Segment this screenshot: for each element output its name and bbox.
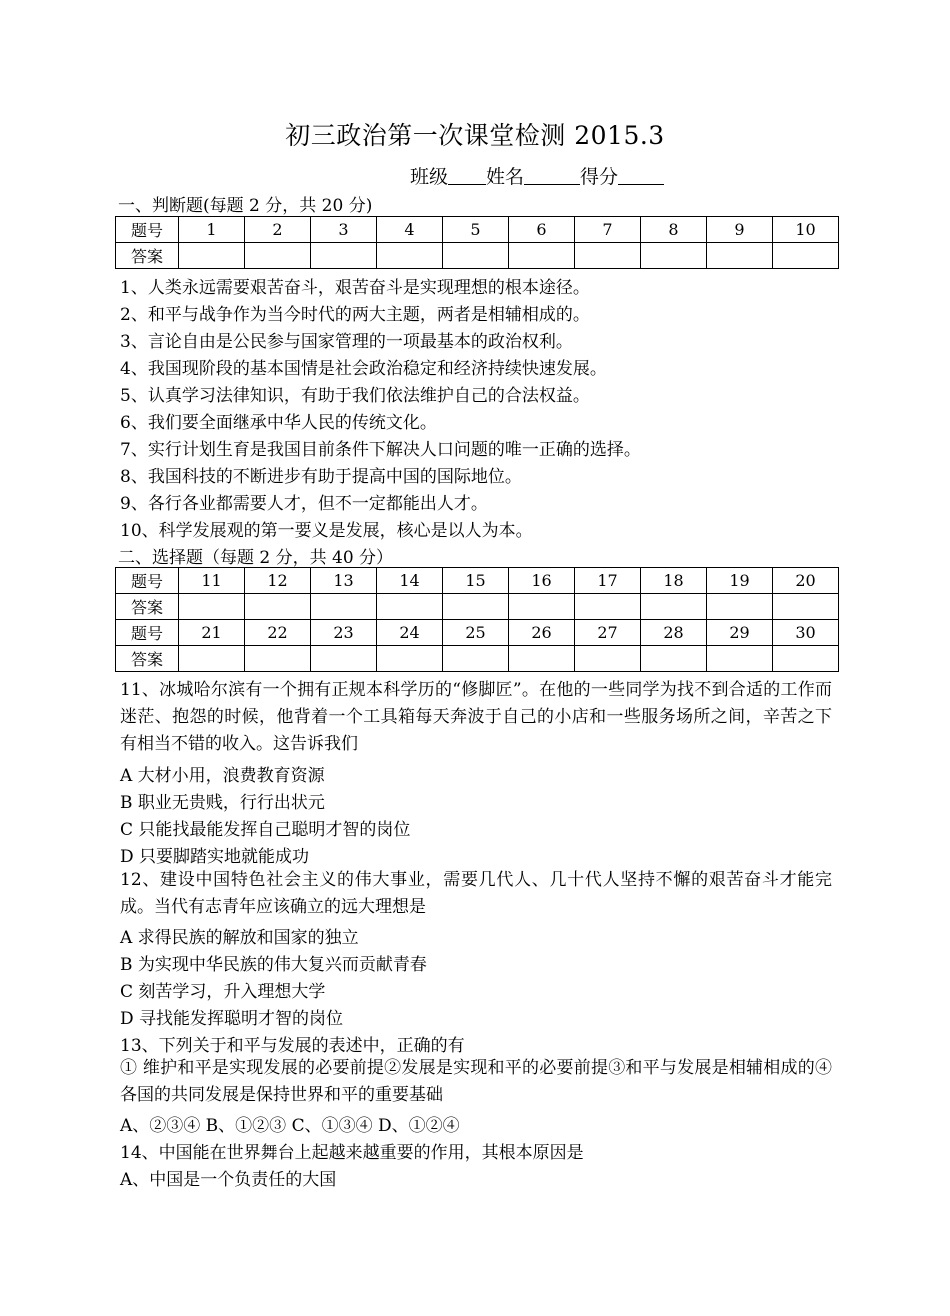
answer-cell[interactable] <box>773 243 839 269</box>
answer-cell[interactable] <box>443 646 509 672</box>
question-number: 17 <box>575 568 641 594</box>
answer-cell[interactable] <box>245 646 311 672</box>
question-number: 8 <box>641 217 707 243</box>
row-label-answer: 答案 <box>116 646 179 672</box>
student-info-line <box>410 162 664 189</box>
question-number: 13 <box>311 568 377 594</box>
judgement-question-9: 9、各行各业都需要人才，但不一定都能出人才。 <box>120 494 488 514</box>
judgement-question-7: 7、实行计划生育是我国目前条件下解决人口问题的唯一正确的选择。 <box>120 440 641 460</box>
judgement-question-5: 5、认真学习法律知识，有助于我们依法维护自己的合法权益。 <box>120 386 590 406</box>
judgement-question-3: 3、言论自由是公民参与国家管理的一项最基本的政治权利。 <box>120 332 573 352</box>
answer-cell[interactable] <box>377 646 443 672</box>
answer-cell[interactable] <box>311 646 377 672</box>
judgement-answer-table <box>115 216 839 269</box>
question-12-option-b: B 为实现中华民族的伟大复兴而贡献青春 <box>120 955 427 975</box>
judgement-question-8: 8、我国科技的不断进步有助于提高中国的国际地位。 <box>120 467 522 487</box>
class-label: 班级 <box>410 166 449 188</box>
answer-cell[interactable] <box>707 646 773 672</box>
answer-cell[interactable] <box>311 594 377 620</box>
table-row <box>116 620 839 646</box>
choice-question-13-stem: 13、下列关于和平与发展的表述中，正确的有 <box>120 1036 465 1056</box>
question-number: 18 <box>641 568 707 594</box>
question-12-option-d: D 寻找能发挥聪明才智的岗位 <box>120 1009 344 1029</box>
question-number: 20 <box>773 568 839 594</box>
question-number: 12 <box>245 568 311 594</box>
question-11-option-d: D 只要脚踏实地就能成功 <box>120 847 310 867</box>
judgement-question-10: 10、科学发展观的第一要义是发展，核心是以人为本。 <box>120 521 533 541</box>
choice-question-11-stem: 11、冰城哈尔滨有一个拥有正规本科学历的“修脚匠”。在他的一些同学为找不到合适的工作而迷茫、抱怨的时候，他背着一个工具箱每天奔波于自己的小店和一些服务场所之间，辛苦之下有相当不错的收入。这告诉我们 <box>120 680 832 754</box>
question-number: 6 <box>509 217 575 243</box>
question-number: 1 <box>179 217 245 243</box>
answer-cell[interactable] <box>641 594 707 620</box>
question-number: 5 <box>443 217 509 243</box>
row-label-question: 题号 <box>116 568 179 594</box>
name-label: 姓名 <box>486 166 525 188</box>
table-row <box>116 646 839 672</box>
question-12-option-a: A 求得民族的解放和国家的独立 <box>120 928 359 948</box>
question-number: 7 <box>575 217 641 243</box>
answer-cell[interactable] <box>575 646 641 672</box>
answer-cell[interactable] <box>443 594 509 620</box>
question-11-option-c: C 只能找最能发挥自己聪明才智的岗位 <box>120 820 411 840</box>
section1-heading: 一、判断题(每题 2 分，共 20 分) <box>118 196 373 216</box>
question-number: 19 <box>707 568 773 594</box>
question-number: 28 <box>641 620 707 646</box>
question-number: 23 <box>311 620 377 646</box>
answer-cell[interactable] <box>179 646 245 672</box>
exam-title: 初三政治第一次课堂检测 2015.3 <box>285 121 665 150</box>
section2-heading: 二、选择题（每题 2 分，共 40 分） <box>118 548 394 568</box>
name-blank[interactable] <box>524 165 580 185</box>
question-number: 9 <box>707 217 773 243</box>
question-number: 27 <box>575 620 641 646</box>
answer-cell[interactable] <box>245 243 311 269</box>
question-13-options: A、②③④ B、①②③ C、①③④ D、①②④ <box>120 1116 460 1136</box>
answer-cell[interactable] <box>245 594 311 620</box>
question-number: 25 <box>443 620 509 646</box>
answer-cell[interactable] <box>311 243 377 269</box>
question-number: 24 <box>377 620 443 646</box>
answer-cell[interactable] <box>773 646 839 672</box>
judgement-question-2: 2、和平与战争作为当今时代的两大主题，两者是相辅相成的。 <box>120 305 590 325</box>
row-label-question: 题号 <box>116 217 179 243</box>
row-label-question: 题号 <box>116 620 179 646</box>
answer-cell[interactable] <box>641 646 707 672</box>
question-number: 26 <box>509 620 575 646</box>
question-14-option-a: A、中国是一个负责任的大国 <box>120 1170 337 1190</box>
question-number: 4 <box>377 217 443 243</box>
question-number: 22 <box>245 620 311 646</box>
question-11-option-b: B 职业无贵贱，行行出状元 <box>120 793 325 813</box>
choice-question-14-stem: 14、中国能在世界舞台上起越来越重要的作用，其根本原因是 <box>120 1143 584 1163</box>
answer-cell[interactable] <box>443 243 509 269</box>
answer-cell[interactable] <box>179 243 245 269</box>
answer-cell[interactable] <box>575 594 641 620</box>
answer-cell[interactable] <box>509 646 575 672</box>
row-label-answer: 答案 <box>116 594 179 620</box>
question-number: 15 <box>443 568 509 594</box>
choice-question-12-stem: 12、建设中国特色社会主义的伟大事业，需要几代人、几十代人坚持不懈的艰苦奋斗才能完成。当代有志青年应该确立的远大理想是 <box>120 870 832 917</box>
answer-cell[interactable] <box>707 594 773 620</box>
judgement-question-6: 6、我们要全面继承中华人民的传统文化。 <box>120 413 437 433</box>
answer-cell[interactable] <box>179 594 245 620</box>
answer-cell[interactable] <box>377 243 443 269</box>
question-number: 30 <box>773 620 839 646</box>
class-blank[interactable] <box>448 165 486 185</box>
score-label: 得分 <box>580 166 619 188</box>
judgement-question-4: 4、我国现阶段的基本国情是社会政治稳定和经济持续快速发展。 <box>120 359 607 379</box>
choice-answer-table <box>115 567 839 672</box>
table-row <box>116 243 839 269</box>
question-11-option-a: A 大材小用，浪费教育资源 <box>120 766 325 786</box>
question-number: 16 <box>509 568 575 594</box>
answer-cell[interactable] <box>509 594 575 620</box>
question-13-statements: ① 维护和平是实现发展的必要前提②发展是实现和平的必要前提③和平与发展是相辅相成的④各国的共同发展是保持世界和平的重要基础 <box>120 1058 832 1105</box>
question-12-option-c: C 刻苦学习，升入理想大学 <box>120 982 326 1002</box>
question-number: 14 <box>377 568 443 594</box>
answer-cell[interactable] <box>641 243 707 269</box>
answer-cell[interactable] <box>707 243 773 269</box>
question-number: 29 <box>707 620 773 646</box>
question-number: 10 <box>773 217 839 243</box>
answer-cell[interactable] <box>575 243 641 269</box>
judgement-question-1: 1、人类永远需要艰苦奋斗，艰苦奋斗是实现理想的根本途径。 <box>120 278 590 298</box>
answer-cell[interactable] <box>509 243 575 269</box>
row-label-answer: 答案 <box>116 243 179 269</box>
question-number: 2 <box>245 217 311 243</box>
table-row <box>116 568 839 594</box>
answer-cell[interactable] <box>773 594 839 620</box>
question-number: 11 <box>179 568 245 594</box>
answer-cell[interactable] <box>377 594 443 620</box>
table-row <box>116 217 839 243</box>
question-number: 3 <box>311 217 377 243</box>
score-blank[interactable] <box>618 165 664 185</box>
table-row <box>116 594 839 620</box>
question-number: 21 <box>179 620 245 646</box>
